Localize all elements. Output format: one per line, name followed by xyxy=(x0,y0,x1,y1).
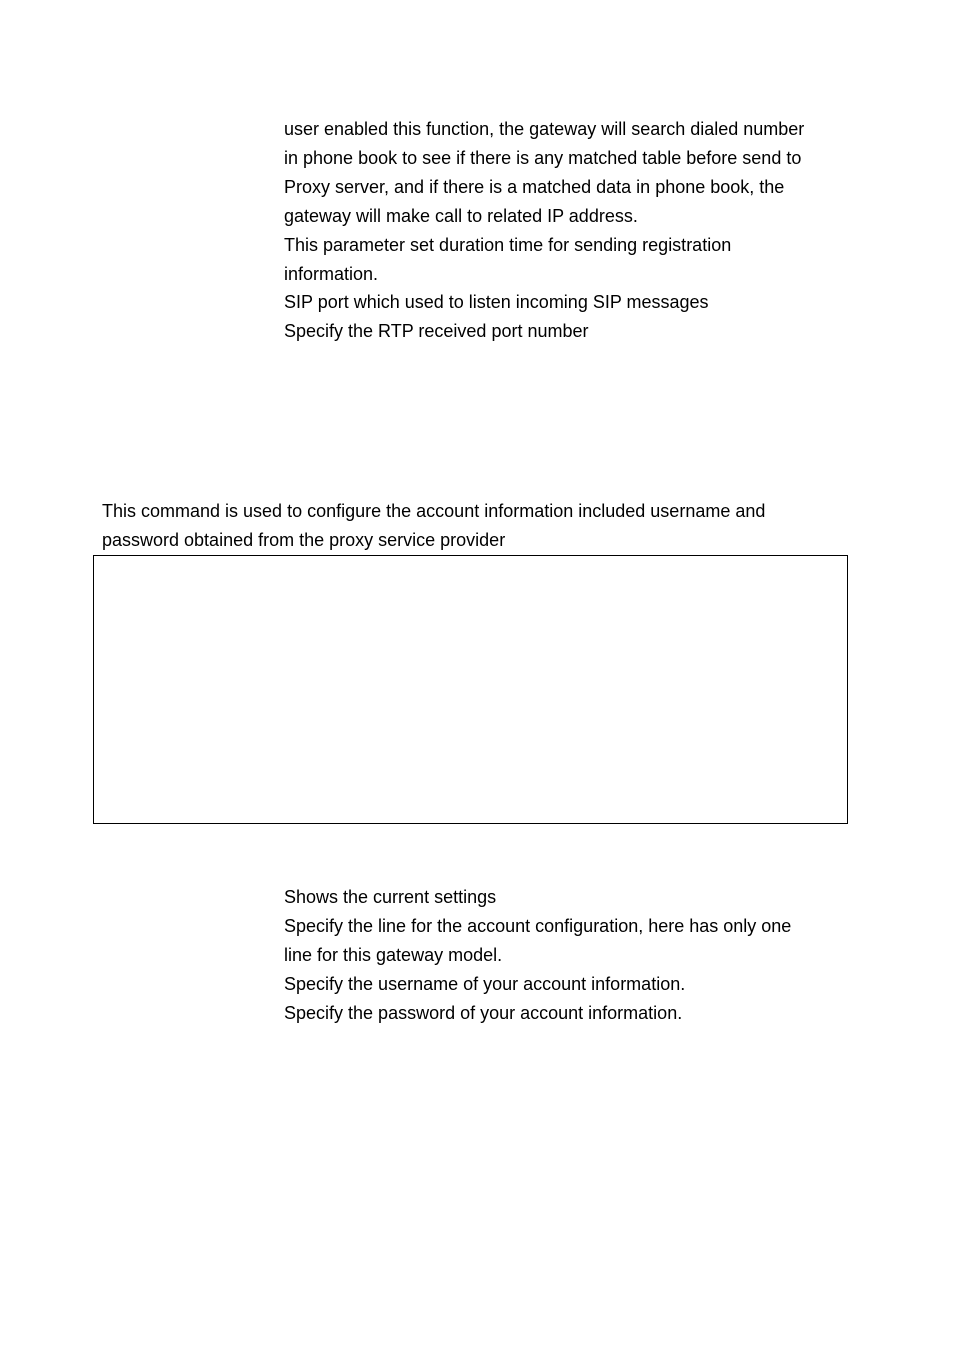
text-line: Proxy server, and if there is a matched data in phone book, the xyxy=(284,177,785,197)
parameter-line: Specify the line for the account configuration, here has only one xyxy=(284,916,792,936)
text-line: information. xyxy=(284,264,379,284)
description-line: password obtained from the proxy service provider xyxy=(102,530,506,550)
parameter-line: line for this gateway model. xyxy=(284,945,503,965)
description-line: This command is used to configure the account information included username and xyxy=(102,501,766,521)
parameter-line: Specify the username of your account information. xyxy=(284,974,686,994)
parameter-line: Specify the password of your account information. xyxy=(284,1003,683,1023)
command-example-box xyxy=(93,555,848,824)
text-line: in phone book to see if there is any matched table before send to xyxy=(284,148,802,168)
text-line: SIP port which used to listen incoming SIP messages xyxy=(284,292,709,312)
parameter-line: Shows the current settings xyxy=(284,887,497,907)
text-line: gateway will make call to related IP address. xyxy=(284,206,638,226)
text-line: Specify the RTP received port number xyxy=(284,321,589,341)
text-line: This parameter set duration time for sending registration xyxy=(284,235,732,255)
text-line: user enabled this function, the gateway will search dialed number xyxy=(284,119,805,139)
